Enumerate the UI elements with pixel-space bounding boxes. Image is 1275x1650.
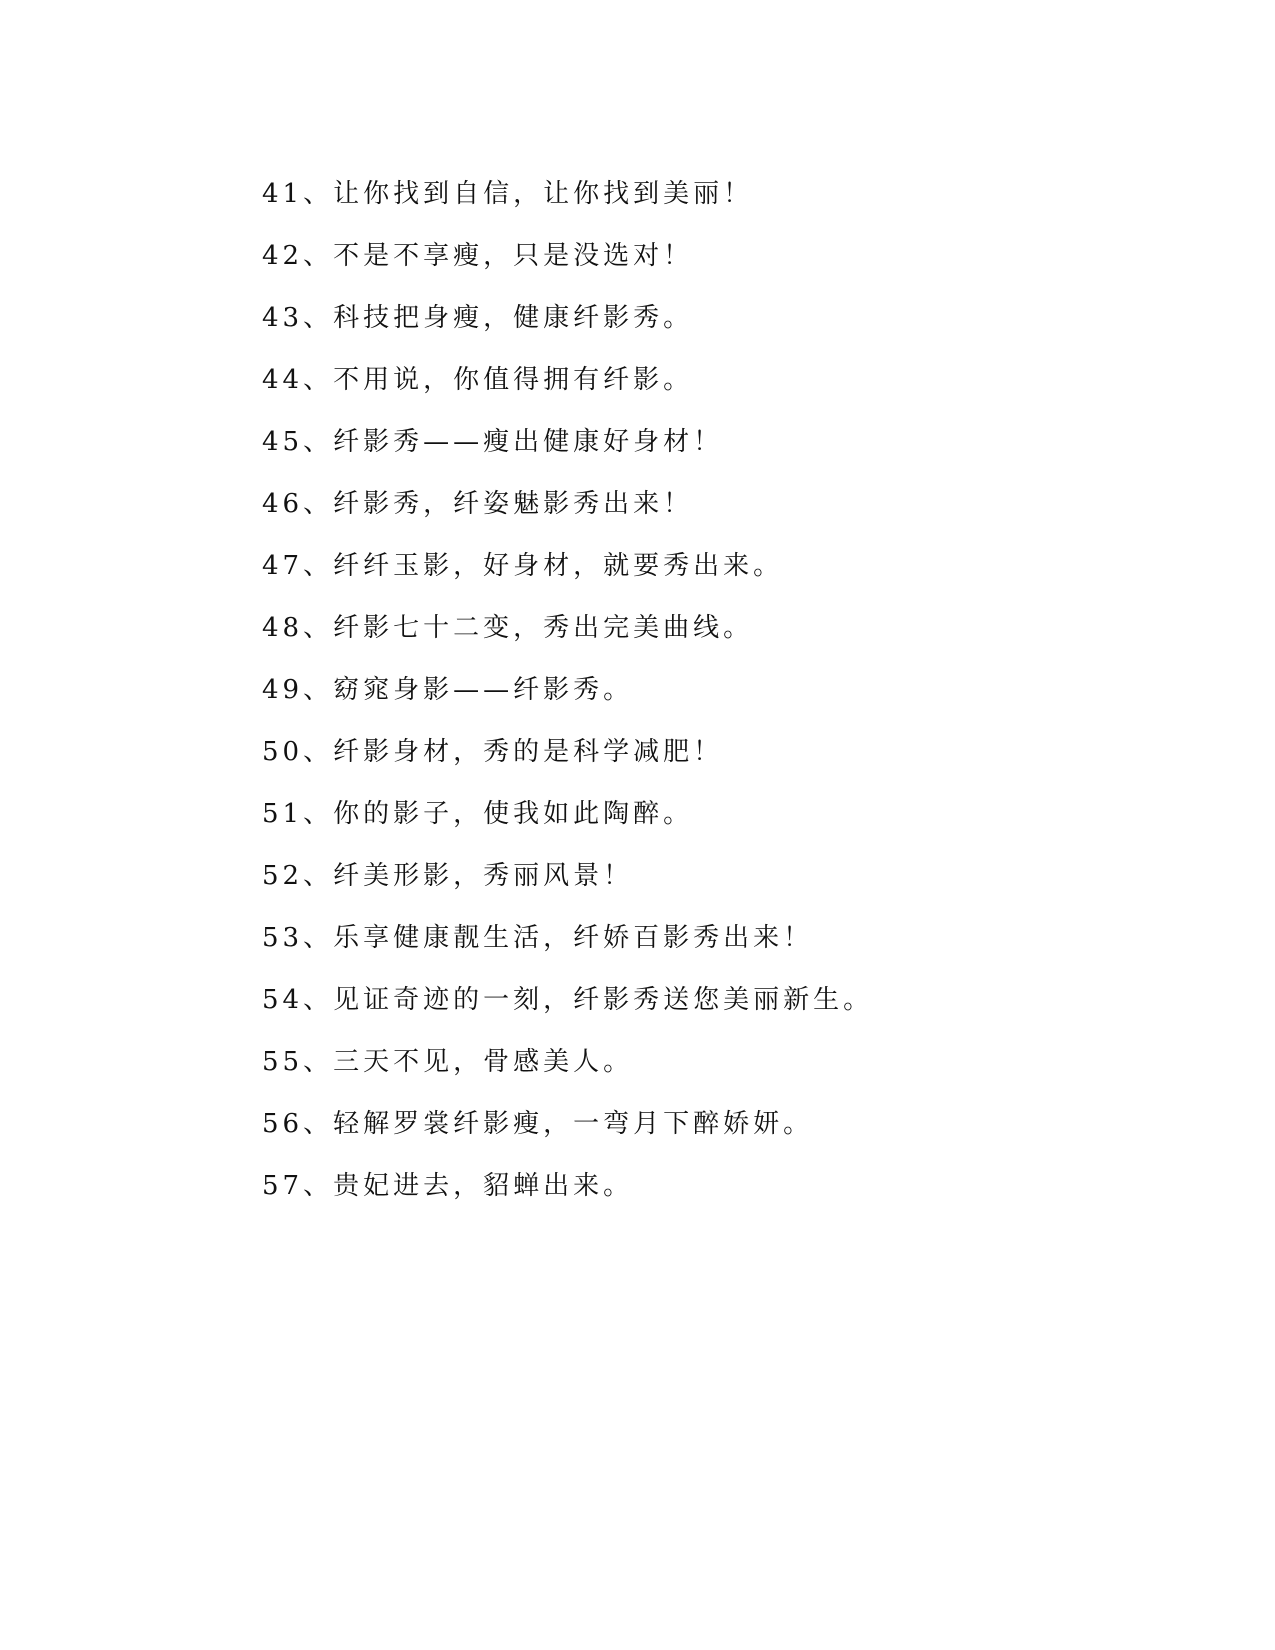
list-item: 50、纤影身材，秀的是科学减肥！: [262, 737, 724, 767]
list-item: 52、纤美形影，秀丽风景！: [262, 861, 634, 891]
list-item: 54、见证奇迹的一刻，纤影秀送您美丽新生。: [262, 985, 874, 1015]
slogan-list: [262, 163, 873, 1217]
list-item: 56、轻解罗裳纤影瘦，一弯月下醉娇妍。: [262, 1109, 814, 1139]
list-item: 53、乐享健康靓生活，纤娇百影秀出来！: [262, 923, 814, 953]
list-item: 51、你的影子，使我如此陶醉。: [262, 799, 694, 829]
list-item: 46、纤影秀，纤姿魅影秀出来！: [262, 489, 694, 519]
list-item: 44、不用说，你值得拥有纤影。: [262, 365, 694, 395]
list-item: 47、纤纤玉影，好身材，就要秀出来。: [262, 551, 784, 581]
list-item: 55、三天不见，骨感美人。: [262, 1047, 634, 1077]
list-item: 48、纤影七十二变，秀出完美曲线。: [262, 613, 754, 643]
list-item: 49、窈窕身影——纤影秀。: [262, 675, 634, 705]
list-item: 43、科技把身瘦，健康纤影秀。: [262, 303, 694, 333]
list-item: 42、不是不享瘦，只是没选对！: [262, 241, 694, 271]
list-item: 45、纤影秀——瘦出健康好身材！: [262, 427, 724, 457]
list-item: 57、贵妃进去，貂蝉出来。: [262, 1171, 634, 1201]
list-item: 41、让你找到自信，让你找到美丽！: [262, 179, 754, 209]
